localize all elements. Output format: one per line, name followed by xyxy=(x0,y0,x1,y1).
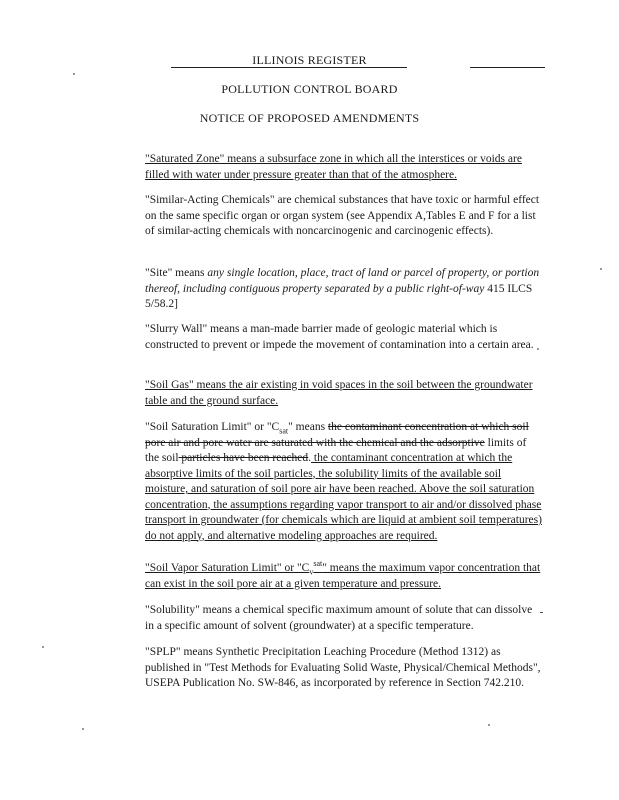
definition-text: "Similar-Acting Chemicals" are chemical substances that have toxic or harmful effect on the same specific organ or organ system (see Appendix A,Tables E and F for a list of similar-acting chemicals with noncarcinogenic and carcinogenic effects). xyxy=(145,194,540,237)
definition-text: "Soil Gas" means the air existing in void spaces in the soil between the groundwater table and the ground surface. xyxy=(145,379,533,407)
header-rule-right xyxy=(470,67,545,68)
definition-site xyxy=(145,266,543,313)
deleted-text: the contaminant concentration at which soil pore air and pore water are saturated with the chemical and the adsorptive xyxy=(145,421,529,449)
subscript: sat xyxy=(279,426,289,436)
definition-solubility xyxy=(145,603,543,634)
definition-soil-vapor-saturation-limit xyxy=(145,561,543,592)
statutory-text: any single location, place, tract of land or parcel of property, or portion thereof, including contiguous property separated by a public right-of-way xyxy=(145,267,540,295)
notice-title: NOTICE OF PROPOSED AMENDMENTS xyxy=(199,111,420,125)
scan-speck xyxy=(540,612,543,613)
board-title: POLLUTION CONTROL BOARD xyxy=(221,82,398,96)
subscript: v xyxy=(309,567,314,577)
definition-saturated-zone xyxy=(145,152,543,183)
scan-speck xyxy=(73,73,75,75)
definition-text: "SPLP" means Synthetic Precipitation Leaching Procedure (Method 1312) as published in "Test Methods for Evaluating Solid Waste, Physical/Chemical Methods", USEPA Publication No. SW-846, as incorporated by reference in Section 742.210. xyxy=(145,646,541,689)
header-rule-left xyxy=(171,67,407,68)
deleted-text: particles have been reached xyxy=(178,452,309,464)
scan-speck xyxy=(537,348,539,350)
definition-splp xyxy=(145,645,543,692)
definition-text: "Slurry Wall" means a man-made barrier made of geologic material which is constructed to prevent or impede the movement of contamination into a certain area. xyxy=(145,323,534,351)
definition-text: "Soil Saturation Limit" or "C xyxy=(145,421,280,433)
definition-text: . xyxy=(308,452,312,464)
scan-speck xyxy=(600,268,602,270)
definition-text: "Saturated Zone" means a subsurface zone in which all the interstices or voids are filled with water under pressure greater than that of the atmosphere. xyxy=(145,153,522,181)
citation: 415 ILCS 5/58.2] xyxy=(145,282,533,310)
scan-speck xyxy=(42,646,44,648)
definition-slurry-wall xyxy=(145,322,543,353)
register-title: ILLINOIS REGISTER xyxy=(252,53,367,67)
definition-text: "Solubility" means a chemical specific maximum amount of solute that can dissolve in a specific amount of solvent (groundwater) at a specific temperature. xyxy=(145,604,533,632)
definition-text: "Soil Vapor Saturation Limit" or "C xyxy=(145,562,310,574)
definition-soil-gas xyxy=(145,378,543,409)
definition-text: " means xyxy=(288,421,328,433)
definition-text: "Site" means xyxy=(145,267,208,279)
scan-speck xyxy=(82,728,84,730)
definition-similar-acting-chemicals xyxy=(145,193,543,240)
definition-soil-saturation-limit xyxy=(145,420,543,544)
definition-text: limits of the soil xyxy=(145,436,527,464)
scan-speck xyxy=(488,724,490,726)
definition-text: " means the maximum vapor concentration that can exist in the soil pore air at a given temperature and pressure. xyxy=(145,562,541,590)
superscript: sat xyxy=(313,559,323,569)
inserted-text: the contaminant concentration at which the absorptive limits of the soil particles, the solubility limits of the available soil moisture, and saturation of soil pore air have been reached. Above the soil saturation concentration, the assumptions regarding vapor transport to air and/or dissolved phase transport in groundwater (for chemicals which are liquid at ambient soil temperatures) do not apply, and alternative modeling approaches are required. xyxy=(145,452,542,542)
